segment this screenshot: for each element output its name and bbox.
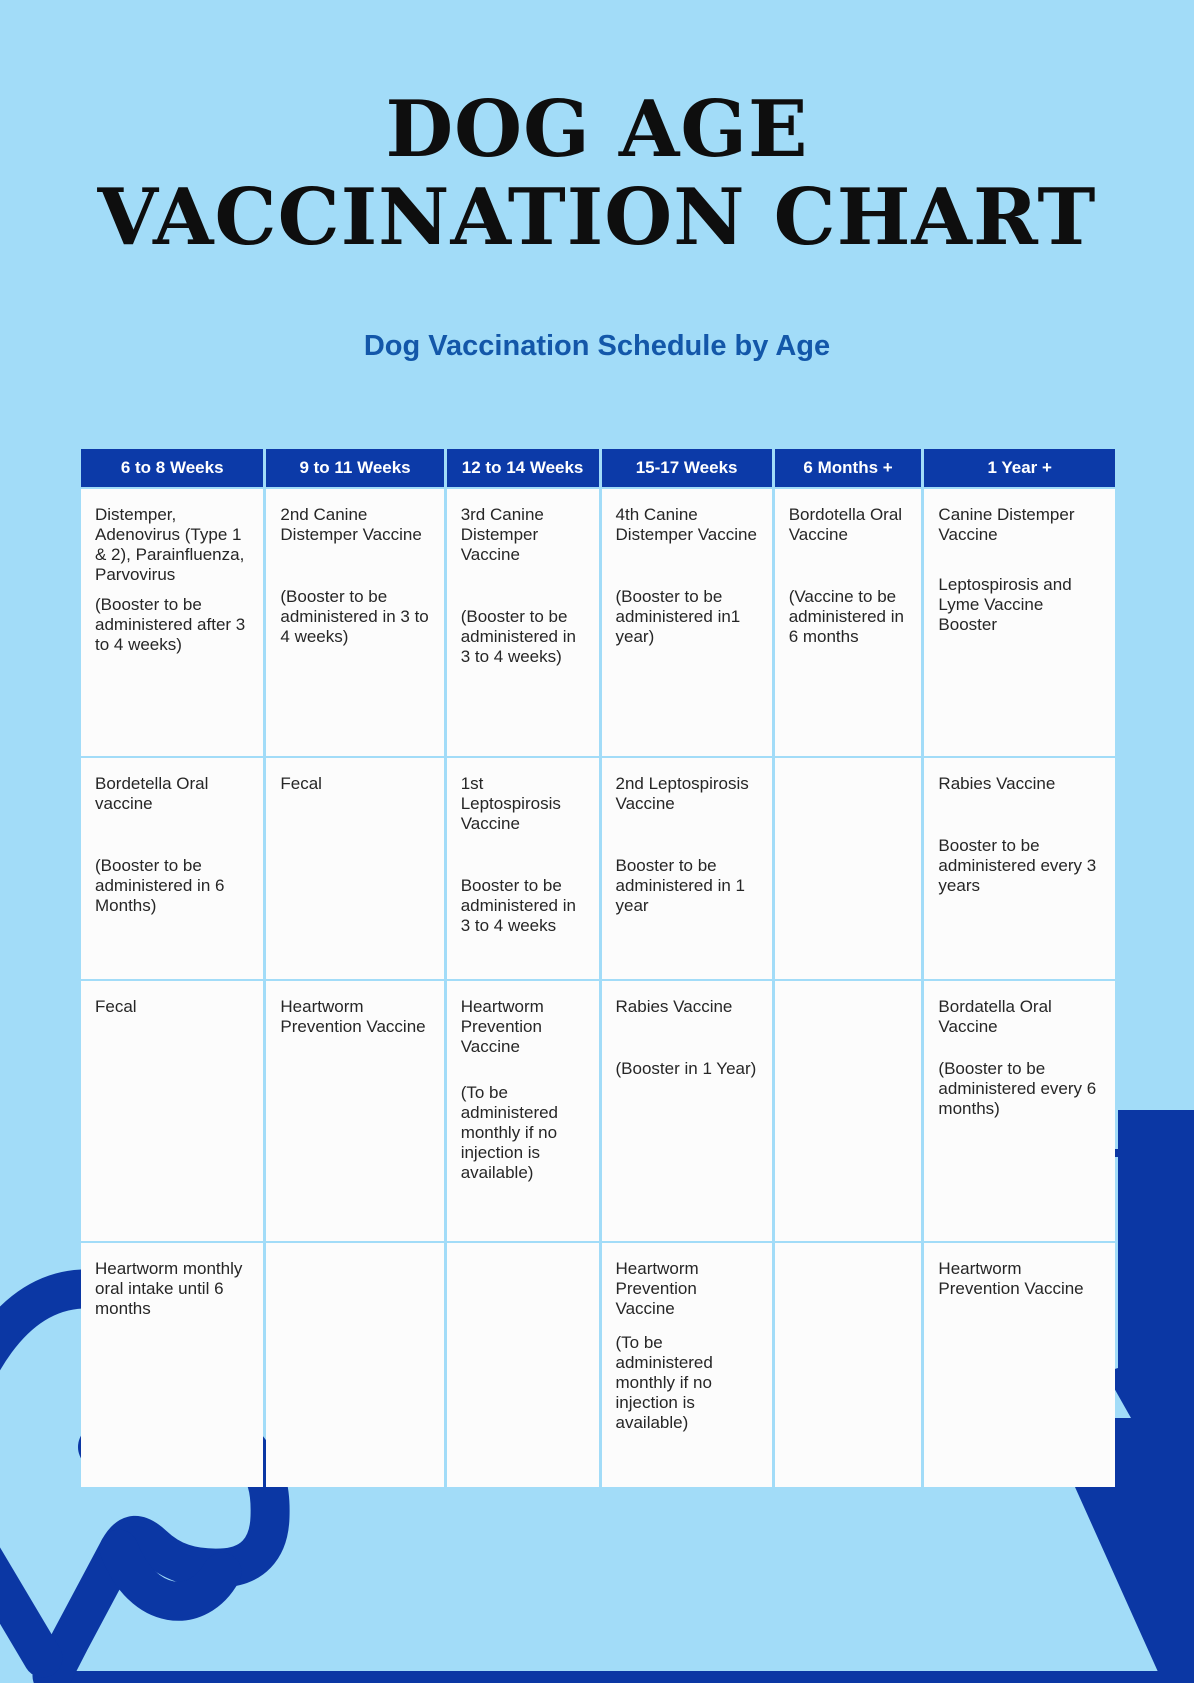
- table-cell: [775, 1243, 922, 1487]
- table-cell: [924, 1243, 1115, 1487]
- table-cell: [775, 758, 922, 979]
- table-cell: [924, 758, 1115, 979]
- table-cell: [602, 758, 772, 979]
- cell-main-text: Heartworm Prevention Vaccine: [938, 1259, 1084, 1299]
- cell-note-text: (Booster to be administered in1 year): [615, 587, 741, 647]
- cell-main-text: 2nd Leptospirosis Vaccine: [615, 774, 749, 814]
- cell-main-text: Heartworm Prevention Vaccine: [460, 997, 544, 1057]
- table-row: [81, 758, 1115, 979]
- cell-note-text: Booster to be administered in 3 to 4 weeks: [460, 876, 576, 936]
- cell-note-text: (Booster to be administered in 6 Months): [95, 856, 225, 916]
- cell-main-text: Bordetella Oral vaccine: [95, 774, 209, 814]
- cell-note-text: (Vaccine to be administered in 6 months: [788, 587, 904, 647]
- cell-main-text: 3rd Canine Distemper Vaccine: [460, 505, 544, 565]
- column-header-9-11-weeks: 9 to 11 Weeks: [266, 449, 443, 487]
- table-cell: [266, 758, 443, 979]
- table-cell: [447, 489, 599, 756]
- table-cell: [602, 1243, 772, 1487]
- cell-main-text: Canine Distemper Vaccine: [938, 505, 1075, 545]
- table-cell: [602, 489, 772, 756]
- cell-main-text: 1st Leptospirosis Vaccine: [460, 774, 561, 834]
- table-cell: [775, 489, 922, 756]
- column-header-15-17-weeks: 15-17 Weeks: [602, 449, 772, 487]
- table-cell: [266, 489, 443, 756]
- cell-note-text: (To be administered monthly if no injection is available): [460, 1083, 559, 1183]
- bottom-edge-strip: [58, 1671, 1194, 1683]
- table-cell: [447, 1243, 599, 1487]
- table-cell: [266, 1243, 443, 1487]
- cell-main-text: Fecal: [95, 997, 137, 1016]
- cell-main-text: Rabies Vaccine: [938, 774, 1056, 793]
- table-cell: [81, 981, 263, 1241]
- cell-note-text: (Booster to be administered after 3 to 4 weeks): [95, 595, 246, 655]
- cell-main-text: Heartworm Prevention Vaccine: [280, 997, 426, 1037]
- cell-note-text: Leptospirosis and Lyme Vaccine Booster: [938, 575, 1072, 635]
- cell-main-text: Heartworm Prevention Vaccine: [615, 1259, 699, 1319]
- page-title-line1: DOG AGE: [385, 84, 809, 175]
- cell-note-text: (Booster to be administered in 3 to 4 weeks): [460, 607, 576, 667]
- table-cell: [447, 758, 599, 979]
- vaccination-schedule-table: [78, 447, 1118, 1489]
- cell-main-text: 2nd Canine Distemper Vaccine: [280, 505, 422, 545]
- table-cell: [266, 981, 443, 1241]
- cell-main-text: 4th Canine Distemper Vaccine: [615, 505, 757, 545]
- table-cell: [775, 981, 922, 1241]
- page-subtitle: Dog Vaccination Schedule by Age: [363, 330, 831, 362]
- cell-main-text: Fecal: [280, 774, 322, 793]
- table-cell: [81, 489, 263, 756]
- column-header-6-8-weeks: 6 to 8 Weeks: [81, 449, 263, 487]
- cell-note-text: (To be administered monthly if no injection is available): [615, 1333, 713, 1433]
- table-cell: [924, 981, 1115, 1241]
- table-cell: [924, 489, 1115, 756]
- column-header-6-months: 6 Months +: [775, 449, 922, 487]
- page-title: [0, 86, 1194, 262]
- cell-note-text: Booster to be administered every 3 years: [938, 836, 1097, 896]
- header-row: [81, 449, 1115, 487]
- cell-main-text: Heartworm monthly oral intake until 6 months: [95, 1259, 243, 1319]
- cell-note-text: (Booster in 1 Year): [615, 1059, 757, 1079]
- cell-main-text: Bordotella Oral Vaccine: [788, 505, 903, 545]
- page-title-line2: VACCINATION CHART: [97, 172, 1097, 264]
- cell-main-text: Distemper, Adenovirus (Type 1 & 2), Parainfluenza, Parvovirus: [95, 505, 245, 585]
- cell-main-text: Bordatella Oral Vaccine: [938, 997, 1052, 1037]
- cell-note-text: Booster to be administered in 1 year: [615, 856, 745, 916]
- table-cell: [602, 981, 772, 1241]
- table-row: [81, 1243, 1115, 1487]
- cell-main-text: Rabies Vaccine: [615, 997, 733, 1016]
- table-row: [81, 489, 1115, 756]
- table-cell: [81, 758, 263, 979]
- table-cell: [81, 1243, 263, 1487]
- cell-note-text: (Booster to be administered every 6 months): [938, 1059, 1097, 1119]
- table-cell: [447, 981, 599, 1241]
- cell-note-text: (Booster to be administered in 3 to 4 weeks): [280, 587, 429, 647]
- column-header-12-14-weeks: 12 to 14 Weeks: [447, 449, 599, 487]
- table-row: [81, 981, 1115, 1241]
- column-header-1-year: 1 Year +: [924, 449, 1115, 487]
